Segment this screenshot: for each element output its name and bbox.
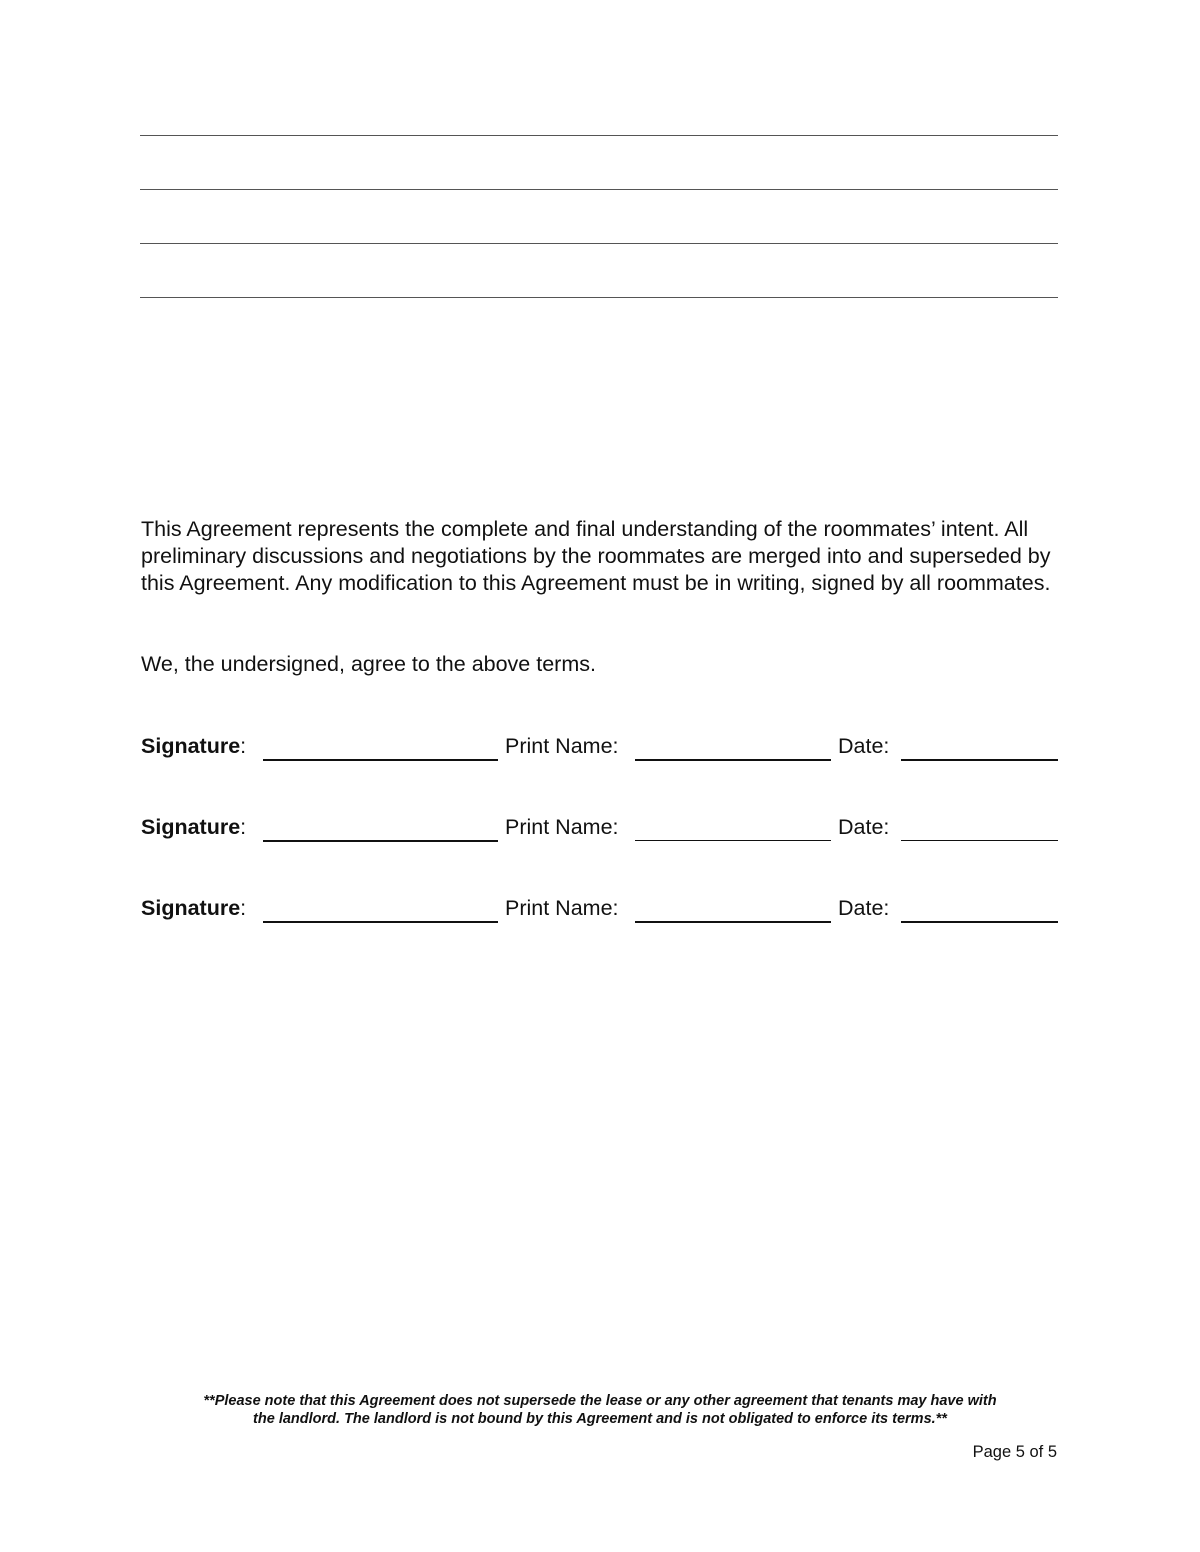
signature-field[interactable] — [263, 921, 498, 923]
print-name-field[interactable] — [635, 921, 831, 923]
signature-row — [141, 894, 1059, 924]
signature-label: Signature: — [141, 896, 247, 920]
date-field[interactable] — [901, 921, 1058, 923]
blank-writing-line-1[interactable] — [140, 135, 1058, 136]
print-name-label: Print Name: — [505, 896, 619, 920]
signature-label-text: Signature — [141, 815, 241, 839]
print-name-label: Print Name: — [505, 815, 619, 839]
agreement-paragraph: This Agreement represents the complete and final understanding of the roommates’ intent. All preliminary discussions and negotiations by the roommates are merged into and superseded by this Agreement. Any modification to this Agreement must be in writing, signed by all roommates. — [141, 517, 1051, 595]
date-field[interactable] — [901, 840, 1058, 841]
date-label: Date: — [838, 815, 890, 839]
footer-disclaimer-line-1: **Please note that this Agreement does not supersede the lease or any other agreement that tenants may have with — [203, 1393, 997, 1409]
date-label: Date: — [838, 734, 890, 758]
date-field[interactable] — [901, 759, 1058, 761]
print-name-field[interactable] — [635, 759, 831, 761]
footer-disclaimer-line-2: the landlord. The landlord is not bound by this Agreement and is not obligated to enforce its terms.** — [253, 1411, 947, 1427]
undersigned-statement: We, the undersigned, agree to the above terms. — [141, 652, 596, 676]
footer-disclaimer — [100, 1392, 1100, 1428]
date-label: Date: — [838, 896, 890, 920]
signature-label-text: Signature — [141, 734, 241, 758]
blank-writing-line-3[interactable] — [140, 243, 1058, 244]
signature-field[interactable] — [263, 840, 498, 842]
signature-row — [141, 732, 1059, 762]
print-name-field[interactable] — [635, 840, 831, 841]
signature-row — [141, 813, 1059, 843]
signature-field[interactable] — [263, 759, 498, 761]
page-number: Page 5 of 5 — [972, 1443, 1057, 1461]
signature-label: Signature: — [141, 815, 247, 839]
print-name-label: Print Name: — [505, 734, 619, 758]
signature-label-text: Signature — [141, 896, 241, 920]
blank-writing-line-2[interactable] — [140, 189, 1058, 190]
signature-label: Signature: — [141, 734, 247, 758]
blank-writing-line-4[interactable] — [140, 297, 1058, 298]
